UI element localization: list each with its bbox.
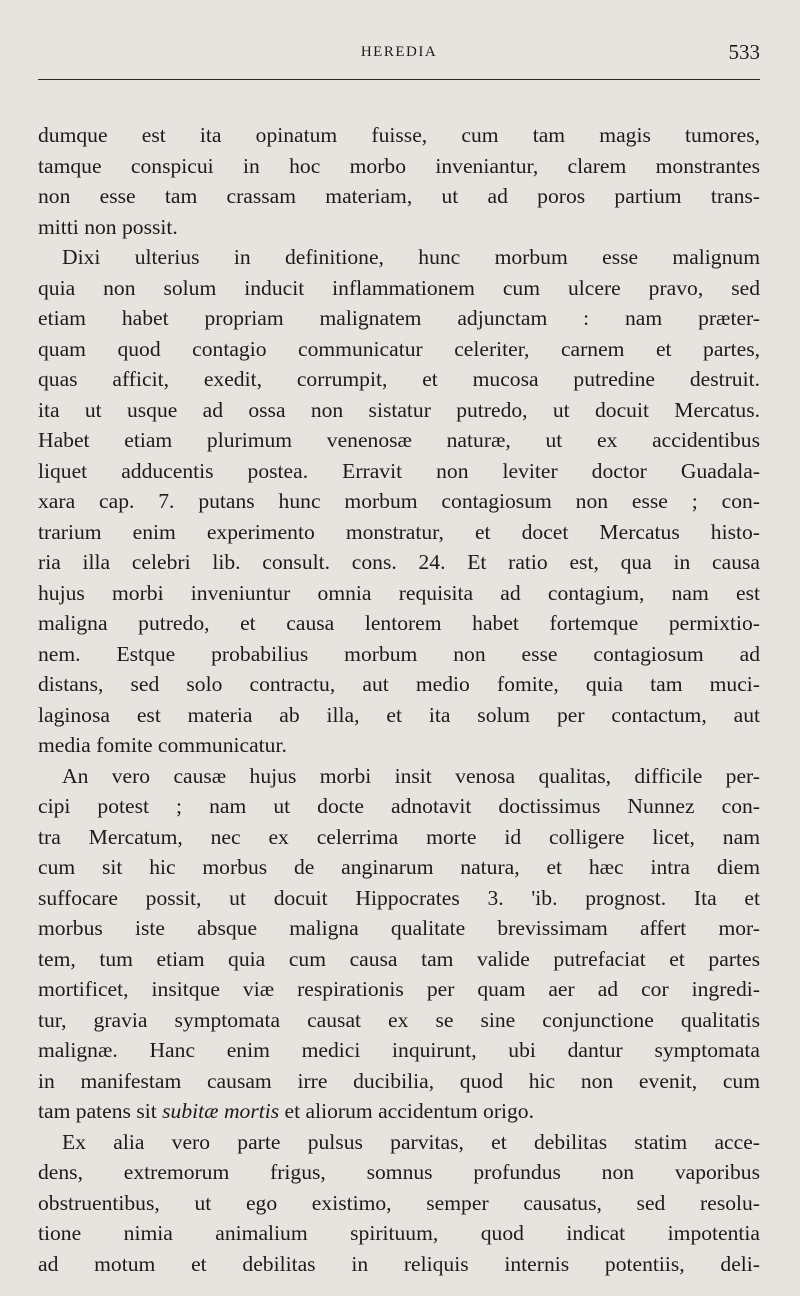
text-line [38, 1005, 760, 1036]
text-line-content: nem. Estque probabilius morbum non esse contagiosum ad [38, 641, 760, 666]
text-line [38, 822, 760, 853]
text-line [38, 517, 760, 548]
text-line [38, 669, 760, 700]
text-line [38, 1157, 760, 1188]
italic-phrase: subitæ mortis [162, 1099, 280, 1123]
text-line-content: tione nimia animalium spirituum, quod indicat impotentia [38, 1221, 760, 1245]
text-line [38, 944, 760, 975]
text-line-content: dumque est ita opinatum fuisse, cum tam magis tumores, [38, 123, 760, 147]
text-line-content: etiam habet propriam malignatem adjunctam : nam præter- [38, 306, 760, 330]
text-line [38, 242, 760, 273]
text-line [38, 456, 760, 487]
text-line [38, 608, 760, 639]
text-line-content: cum sit hic morbus de anginarum natura, et hæc intra diem [38, 855, 760, 879]
text-line-content: obstruentibus, ut ego existimo, semper causatus, sed resolu- [38, 1190, 760, 1215]
text-line [38, 761, 760, 792]
text-line-content: media fomite communicatur. [38, 733, 287, 757]
text-line-content: Ex alia vero parte pulsus parvitas, et debilitas statim acce- [62, 1129, 760, 1154]
text-line [38, 1035, 760, 1066]
text-line [38, 700, 760, 731]
text-line [38, 425, 760, 456]
text-line [38, 639, 760, 670]
running-head: HEREDIA [360, 44, 438, 60]
text-line [38, 273, 760, 304]
text-line [38, 303, 760, 334]
text-line [38, 974, 760, 1005]
text-line-content: distans, sed solo contractu, aut medio fomite, quia tam muci- [38, 672, 760, 696]
text-line [38, 1218, 760, 1249]
text-line-content: ita ut usque ad ossa non sistatur putredo, ut docuit Mercatus. [38, 397, 760, 422]
text-line [38, 578, 760, 609]
text-line-content: tamque conspicui in hoc morbo inveniantur, clarem monstrantes [38, 153, 760, 178]
text-line-content: maligna putredo, et causa lentorem habet fortemque permixtio- [38, 611, 760, 635]
text-line [38, 1066, 760, 1097]
text-line [38, 913, 760, 944]
text-line-content: xara cap. 7. putans hunc morbum contagiosum non esse ; con- [38, 489, 760, 513]
text-line-content: liquet adducentis postea. Erravit non leviter doctor Guadala- [38, 458, 760, 483]
text-line-content: dens, extremorum frigus, somnus profundus non vaporibus [38, 1160, 760, 1184]
text-line-content: morbus iste absque maligna qualitate brevissimam affert mor- [38, 916, 760, 940]
page-header [38, 36, 760, 68]
text-line-content: quam quod contagio communicatur celeriter, carnem et partes, [38, 336, 760, 361]
page-number: 533 [728, 40, 760, 64]
text-line-content: suffocare possit, ut docuit Hippocrates 3. 'ib. prognost. Ita et [38, 885, 760, 910]
text-line [38, 151, 760, 182]
text-line [38, 1188, 760, 1219]
text-line-content: malignæ. Hanc enim medici inquirunt, ubi dantur symptomata [38, 1038, 760, 1062]
text-line [38, 395, 760, 426]
text-line-content: tur, gravia symptomata causat ex se sine conjunctione qualitatis [38, 1007, 760, 1032]
text-line [38, 120, 760, 151]
text-line-content: laginosa est materia ab illa, et ita solum per contactum, aut [38, 702, 760, 727]
text-line [38, 334, 760, 365]
text-line [38, 883, 760, 914]
text-line-content: quas afficit, exedit, corrumpit, et mucosa putredine destruit. [38, 367, 760, 391]
text-line-content: tam patens sit [38, 1099, 163, 1123]
text-line-content: tem, tum etiam quia cum causa tam valide putrefaciat et partes [38, 946, 760, 971]
header-rule [38, 79, 760, 80]
text-line-content: trarium enim experimento monstratur, et docet Mercatus histo- [38, 519, 760, 544]
text-line-content: mortificet, insitque viæ respirationis per quam aer ad cor ingredi- [38, 977, 760, 1001]
text-line-content: ria illa celebri lib. consult. cons. 24. Et ratio est, qua in causa [38, 550, 760, 574]
text-line-content: in manifestam causam irre ducibilia, quod hic non evenit, cum [38, 1068, 760, 1093]
text-line [38, 1249, 760, 1280]
text-line-content: hujus morbi inveniuntur omnia requisita ad contagium, nam est [38, 580, 760, 605]
text-line [38, 852, 760, 883]
text-line [38, 1096, 760, 1127]
text-line-content: ad motum et debilitas in reliquis internis potentiis, deli- [38, 1251, 760, 1276]
text-line-content: cipi potest ; nam ut docte adnotavit doctissimus Nunnez con- [38, 794, 760, 818]
text-line-tail: et aliorum accidentum origo. [279, 1099, 535, 1123]
text-line [38, 547, 760, 578]
text-line [38, 364, 760, 395]
text-line-content: non esse tam crassam materiam, ut ad poros partium trans- [38, 184, 760, 208]
text-line [38, 1127, 760, 1158]
body-text [38, 120, 760, 1279]
text-line [38, 730, 760, 761]
text-line-content: Habet etiam plurimum venenosæ naturæ, ut ex accidentibus [38, 428, 760, 452]
text-line-content: Dixi ulterius in definitione, hunc morbum esse malignum [62, 245, 760, 269]
text-line-content: tra Mercatum, nec ex celerrima morte id colligere licet, nam [38, 824, 760, 849]
text-line-content: mitti non possit. [38, 214, 178, 239]
text-line-content: An vero causæ hujus morbi insit venosa qualitas, difficile per- [62, 763, 760, 788]
text-line [38, 791, 760, 822]
text-line [38, 181, 760, 212]
text-line [38, 486, 760, 517]
text-line-content: quia non solum inducit inflammationem cum ulcere pravo, sed [38, 275, 760, 300]
text-line [38, 212, 760, 243]
